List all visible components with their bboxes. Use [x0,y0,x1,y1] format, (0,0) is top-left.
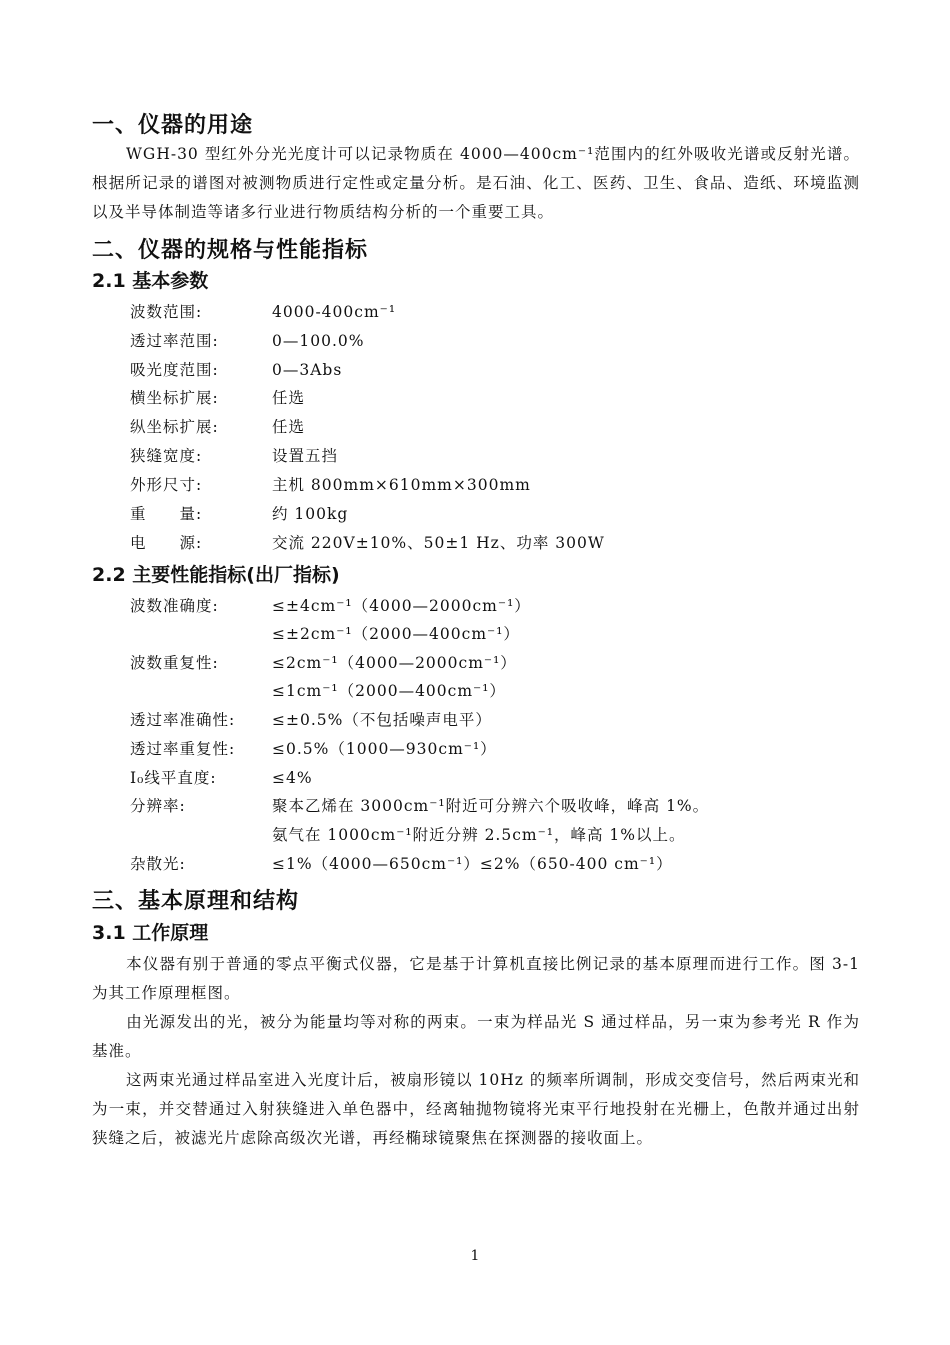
spec-row: 波数范围: 4000-400cm⁻¹ [130,303,397,321]
page-number: 1 [470,1248,480,1264]
perf-row: 透过率重复性: ≤0.5%（1000—930cm⁻¹） [130,740,497,758]
section2-title: 二、仪器的规格与性能指标 [92,238,369,263]
spec-row: 重 量: 约 100kg [130,505,349,523]
spec-row: 纵坐标扩展: 任选 [130,418,306,436]
section1-paragraph: WGH-30 型红外分光光度计可以记录物质在 4000—400cm⁻¹范围内的红外吸收光谱或反射光谱。根据所记录的谱图对被测物质进行定性或定量分析。是石油、化工、医药、卫生、食品、造纸、环境监测以及半导体制造等诸多行业进行物质结构分析的一个重要工具。 [92,145,860,221]
perf-row: ≤1cm⁻¹（2000—400cm⁻¹） [272,682,506,700]
spec-row: 电 源: 交流 220V±10%、50±1 Hz、功率 300W [130,534,605,552]
perf-row: ≤±2cm⁻¹（2000—400cm⁻¹） [272,625,520,643]
spec-row: 透过率范围: 0—100.0% [130,332,365,350]
perf-row: I₀线平直度: ≤4% [130,769,313,787]
section3-paragraph-1: 本仪器有别于普通的零点平衡式仪器，它是基于计算机直接比例记录的基本原理而进行工作。图 3-1 为其工作原理框图。 [92,955,860,1002]
spec-row: 横坐标扩展: 任选 [130,389,306,407]
perf-row: 波数准确度: ≤±4cm⁻¹（4000—2000cm⁻¹） [130,597,531,615]
section3-paragraph-2: 由光源发出的光，被分为能量均等对称的两束。一束为样品光 S 通过样品，另一束为参考光 R 作为基准。 [92,1013,860,1060]
section3-paragraph-3: 这两束光通过样品室进入光度计后，被扇形镜以 10Hz 的频率所调制，形成交变信号，然后两束光和为一束，并交替通过入射狭缝进入单色器中，经离轴抛物镜将光束平行地投射在光栅上，色散并通过出射狭缝之后，被滤光片虑除高级次光谱，再经椭球镜聚焦在探测器的接收面上。 [92,1071,860,1147]
perf-row: 氨气在 1000cm⁻¹附近分辨 2.5cm⁻¹，峰高 1%以上。 [272,826,686,844]
perf-row: 透过率准确性: ≤±0.5%（不包括噪声电平） [130,711,492,729]
perf-row: 波数重复性: ≤2cm⁻¹（4000—2000cm⁻¹） [130,654,517,672]
section3-title: 三、基本原理和结构 [92,889,300,914]
section1-title: 一、仪器的用途 [92,113,254,138]
section2-1-title: 2.1 基本参数 [92,270,209,292]
spec-row: 外形尺寸: 主机 800mm×610mm×300mm [130,476,531,494]
section2-2-title: 2.2 主要性能指标(出厂指标) [92,564,340,586]
perf-row: 分辨率: 聚本乙烯在 3000cm⁻¹附近可分辨六个吸收峰，峰高 1%。 [130,797,710,815]
spec-row: 狭缝宽度: 设置五挡 [130,447,339,465]
perf-row: 杂散光: ≤1%（4000—650cm⁻¹）≤2%（650-400 cm⁻¹） [130,855,673,873]
spec-row: 吸光度范围: 0—3Abs [130,361,343,379]
section3-1-title: 3.1 工作原理 [92,922,209,944]
